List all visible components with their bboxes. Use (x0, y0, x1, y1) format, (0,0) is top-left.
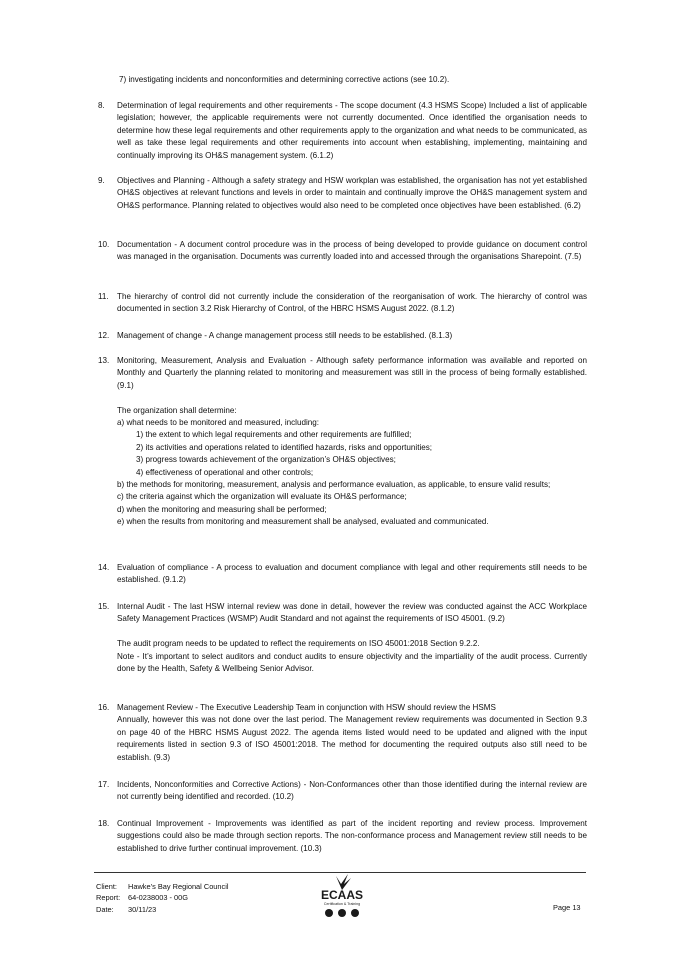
item-number: 12. (98, 331, 110, 340)
list-item-16 (98, 702, 587, 764)
date-label: Date: (96, 904, 114, 914)
item-extra-1: The audit program needs to be updated to reflect the requirements on ISO 45001:2018 Section 9.2.2. (117, 639, 480, 649)
logo-badge-1-icon (325, 909, 333, 917)
page-number: Page 13 (553, 903, 581, 912)
item-text: Evaluation of compliance - A process to evaluation and document compliance with legal and other requirements still needs to be established. (9.1.2) (117, 563, 587, 585)
logo-tagline: Certification & Training (323, 902, 361, 906)
item-number: 17. (98, 780, 110, 789)
list-item-17 (98, 779, 587, 804)
list-entry-a2: 2) its activities and operations related to identified hazards, risks and opportunities; (136, 442, 433, 452)
logo-wordmark: ECAAS (320, 888, 364, 902)
item-text: The hierarchy of control did not currently include the consideration of the reorganisation of work. The hierarchy of control was documented in section 3.2 Risk Hierarchy of Control, of the HBRC HSMS August 2022. (8.1.2) (117, 292, 587, 314)
list-entry-b: b) the methods for monitoring, measurement, analysis and performance evaluation, as applicable, to ensure valid results; (117, 480, 551, 490)
item-number: 11. (98, 292, 109, 301)
list-item-14 (98, 562, 587, 587)
item-text: Management of change - A change management process still needs to be established. (8.1.3) (117, 331, 453, 340)
date-value: 30/11/23 (128, 904, 157, 914)
footer-divider (94, 872, 586, 873)
item-number: 13. (98, 356, 110, 365)
list-item-10 (98, 239, 587, 264)
list-item-8 (98, 100, 587, 162)
list-entry-d: d) when the monitoring and measuring shall be performed; (117, 504, 327, 514)
list-item-11 (98, 291, 587, 316)
list-lead: The organization shall determine: (117, 405, 237, 415)
list-entry-c: c) the criteria against which the organization will evaluate its OH&S performance; (117, 492, 407, 502)
logo-badge-3-icon (351, 909, 359, 917)
item-text-first-line: Management Review - The Executive Leadership Team in conjunction with HSW should review the HSMS (117, 703, 496, 712)
item-text: Annually, however this was not done over the last period. The Management review requirements was documented in Section 9.3 on page 40 of the HBRC HSMS August 2022. The agenda items listed would need to be updated and aligned with the input requirements listed in section 9.3 of ISO 45001:2018. The method for documenting the required outputs also still need to be establish. (9.3) (117, 715, 587, 762)
item-number: 16. (98, 703, 110, 712)
item-number: 10. (98, 240, 110, 249)
list-item-9 (98, 175, 587, 212)
list-entry-e: e) when the results from monitoring and measurement shall be analysed, evaluated and communicated. (117, 517, 489, 527)
item-text: Objectives and Planning - Although a safety strategy and HSW workplan was established, the organisation has not yet established OH&S objectives at relevant functions and levels in order to maintain and continually improve the OH&S management system and OH&S performance. Planning related to objectives would also need to be completed once objectives have been established. (6.2) (117, 176, 587, 210)
client-value: Hawke’s Bay Regional Council (128, 882, 229, 891)
item-number: 18. (98, 819, 110, 828)
item-extra-2: Note - It’s important to select auditors and conduct audits to ensure objectivity and the impartiality of the audit process. Currently done by the Health, Safety & Wellbeing Senior Advisor. (117, 651, 587, 674)
ecaas-logo (314, 874, 370, 920)
intro-line: 7) investigating incidents and nonconformities and determining corrective actions (see 10.2). (119, 75, 450, 84)
item-text: Continual Improvement - Improvements was identified as part of the incident reporting and review process. Improvement suggestions could also be made through section reports. The non-conformance process and Management review still needs to be established to drive further continual improvement. (10.3) (117, 819, 587, 853)
logo-badge-2-icon (338, 909, 346, 917)
report-label: Report: (96, 893, 121, 903)
client-label: Client: (96, 882, 117, 891)
list-entry-a4: 4) effectiveness of operational and other controls; (136, 467, 314, 477)
item-number: 14. (98, 563, 110, 572)
item-number: 15. (98, 602, 110, 611)
list-item-18 (98, 818, 587, 855)
list-entry-a1: 1) the extent to which legal requirements and other requirements are fulfilled; (136, 430, 412, 440)
item-text: Internal Audit - The last HSW internal review was done in detail, however the review was conducted against the ACC Workplace Safety Management Practices (WSMP) Audit Standard and not against the requirements of ISO 45001. (9.2) (117, 602, 587, 624)
footer-info (96, 881, 229, 915)
item-text: Monitoring, Measurement, Analysis and Evaluation - Although safety performance information was available and reported on Monthly and Quarterly the planning related to monitoring and measurement was still in the process of being formally established. (9.1) (117, 356, 587, 390)
list-entry-a: a) what needs to be monitored and measured, including: (117, 418, 320, 428)
list-item-12 (98, 330, 587, 342)
list-item-13 (98, 355, 587, 529)
item-text: Incidents, Nonconformities and Corrective Actions) - Non-Conformances other than those identified during the internal review are not currently being identified and recorded. (10.2) (117, 780, 587, 802)
item-text: Determination of legal requirements and other requirements - The scope document (4.3 HSMS Scope) Included a list of applicable legislation; however, the applicable requirements were not currently documented. Once identified the organisation needs to determine how these legal requirements and other requirements apply to the organization and what needs to be communicated, as well as take these legal requirements and other requirements into account when establishing, implementing, maintaining and continually improving its OH&S management system. (6.1.2) (117, 101, 587, 160)
item-number: 9. (98, 176, 105, 185)
list-item-15 (98, 601, 587, 675)
item-text: Documentation - A document control procedure was in the process of being developed to provide guidance on document control was managed in the organisation. Documents was currently loaded into and accessed through the organisations Sharepoint. (7.5) (117, 240, 587, 262)
report-value: 64-0238003 - 00G (128, 893, 188, 903)
list-entry-a3: 3) progress towards achievement of the organization’s OH&S objectives; (136, 455, 396, 465)
item-number: 8. (98, 101, 105, 110)
